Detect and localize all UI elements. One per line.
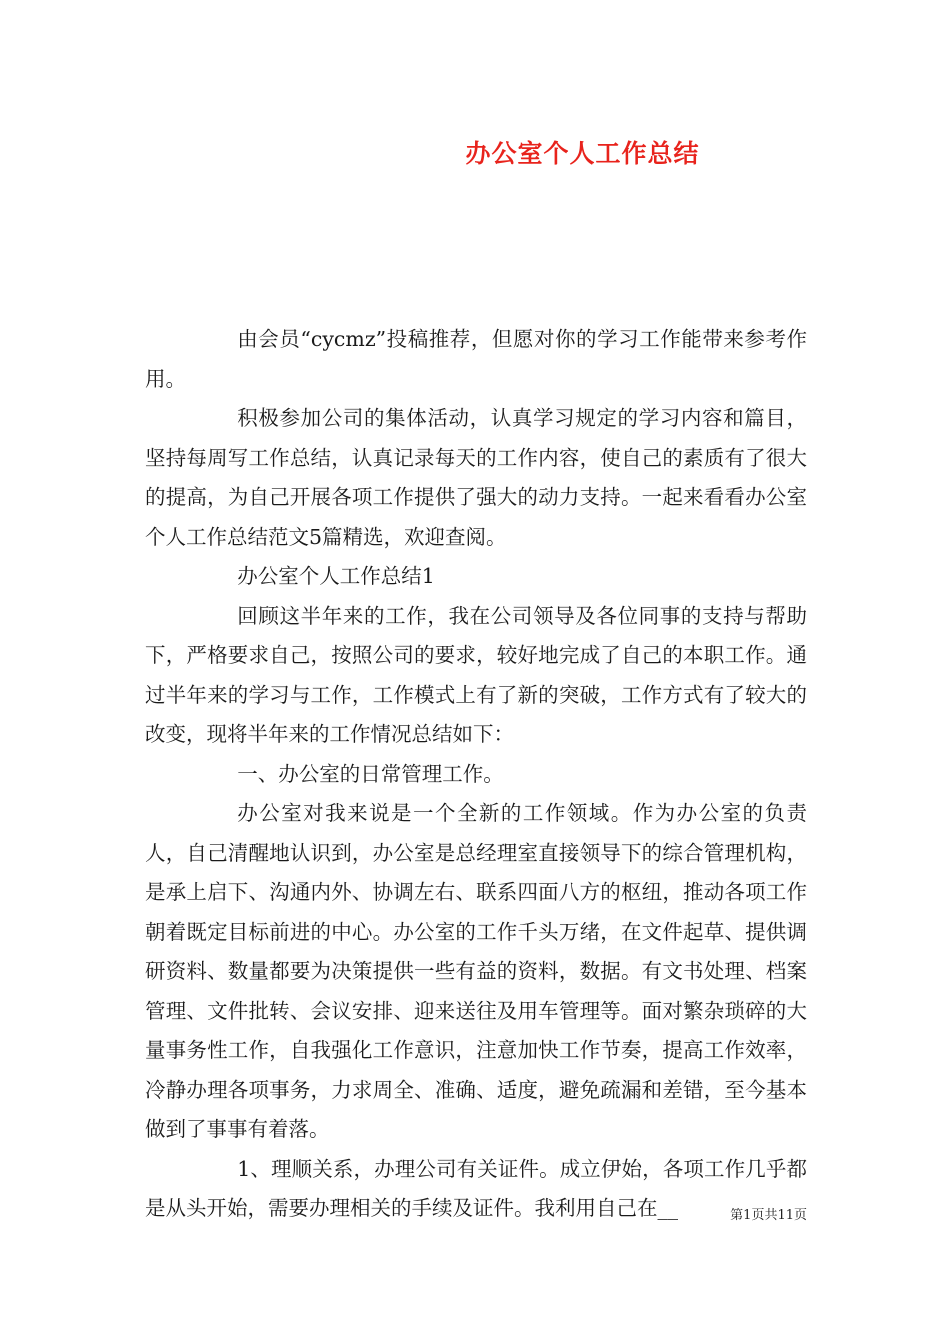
paragraph-review: 回顾这半年来的工作，我在公司领导及各位同事的支持与帮助下，严格要求自己，按照公司的要求，较好地完成了自己的本职工作。通过半年来的学习与工作，工作模式上有了新的突破，工作方式有了较大的改变，现将半年来的工作情况总结如下： bbox=[145, 603, 807, 746]
page-number: 第1页共11页 bbox=[730, 1208, 807, 1223]
paragraph-office: 办公室对我来说是一个全新的工作领域。作为办公室的负责人，自己清醒地认识到，办公室是总经理室直接领导下的综合管理机构，是承上启下、沟通内外、协调左右、联系四面八方的枢纽，推动各项工作朝着既定目标前进的中心。办公室的工作千头万绪，在文件起草、提供调研资料、数量都要为决策提供一些有益的资料，数据。有文书处理、档案管理、文件批转、会议安排、迎来送往及用车管理等。面对繁杂琐碎的大量事务性工作，自我强化工作意识，注意加快工作节奏，提高工作效率，冷静办理各项事务，力求周全、准确、适度，避免疏漏和差错，至今基本做到了事事有着落。 bbox=[145, 801, 807, 1141]
paragraph-item-1: 1、理顺关系，办理公司有关证件。成立伊始，各项工作几乎都是从头开始，需要办理相关的手续及证件。我利用自己在__ bbox=[145, 1156, 807, 1220]
document-body bbox=[145, 320, 807, 1229]
section-heading: 办公室个人工作总结1 bbox=[237, 564, 435, 588]
document-title: 办公室个人工作总结 bbox=[465, 139, 700, 168]
paragraph-intro: 由会员“cycmz”投稿推荐，但愿对你的学习工作能带来参考作用。 bbox=[145, 327, 807, 391]
paragraph-summary: 积极参加公司的集体活动，认真学习规定的学习内容和篇目，坚持每周写工作总结，认真记录每天的工作内容，使自己的素质有了很大的提高，为自己开展各项工作提供了强大的动力支持。一起来看看办公室个人工作总结范文5篇精选，欢迎查阅。 bbox=[145, 406, 807, 549]
subsection-heading: 一、办公室的日常管理工作。 bbox=[237, 761, 504, 786]
